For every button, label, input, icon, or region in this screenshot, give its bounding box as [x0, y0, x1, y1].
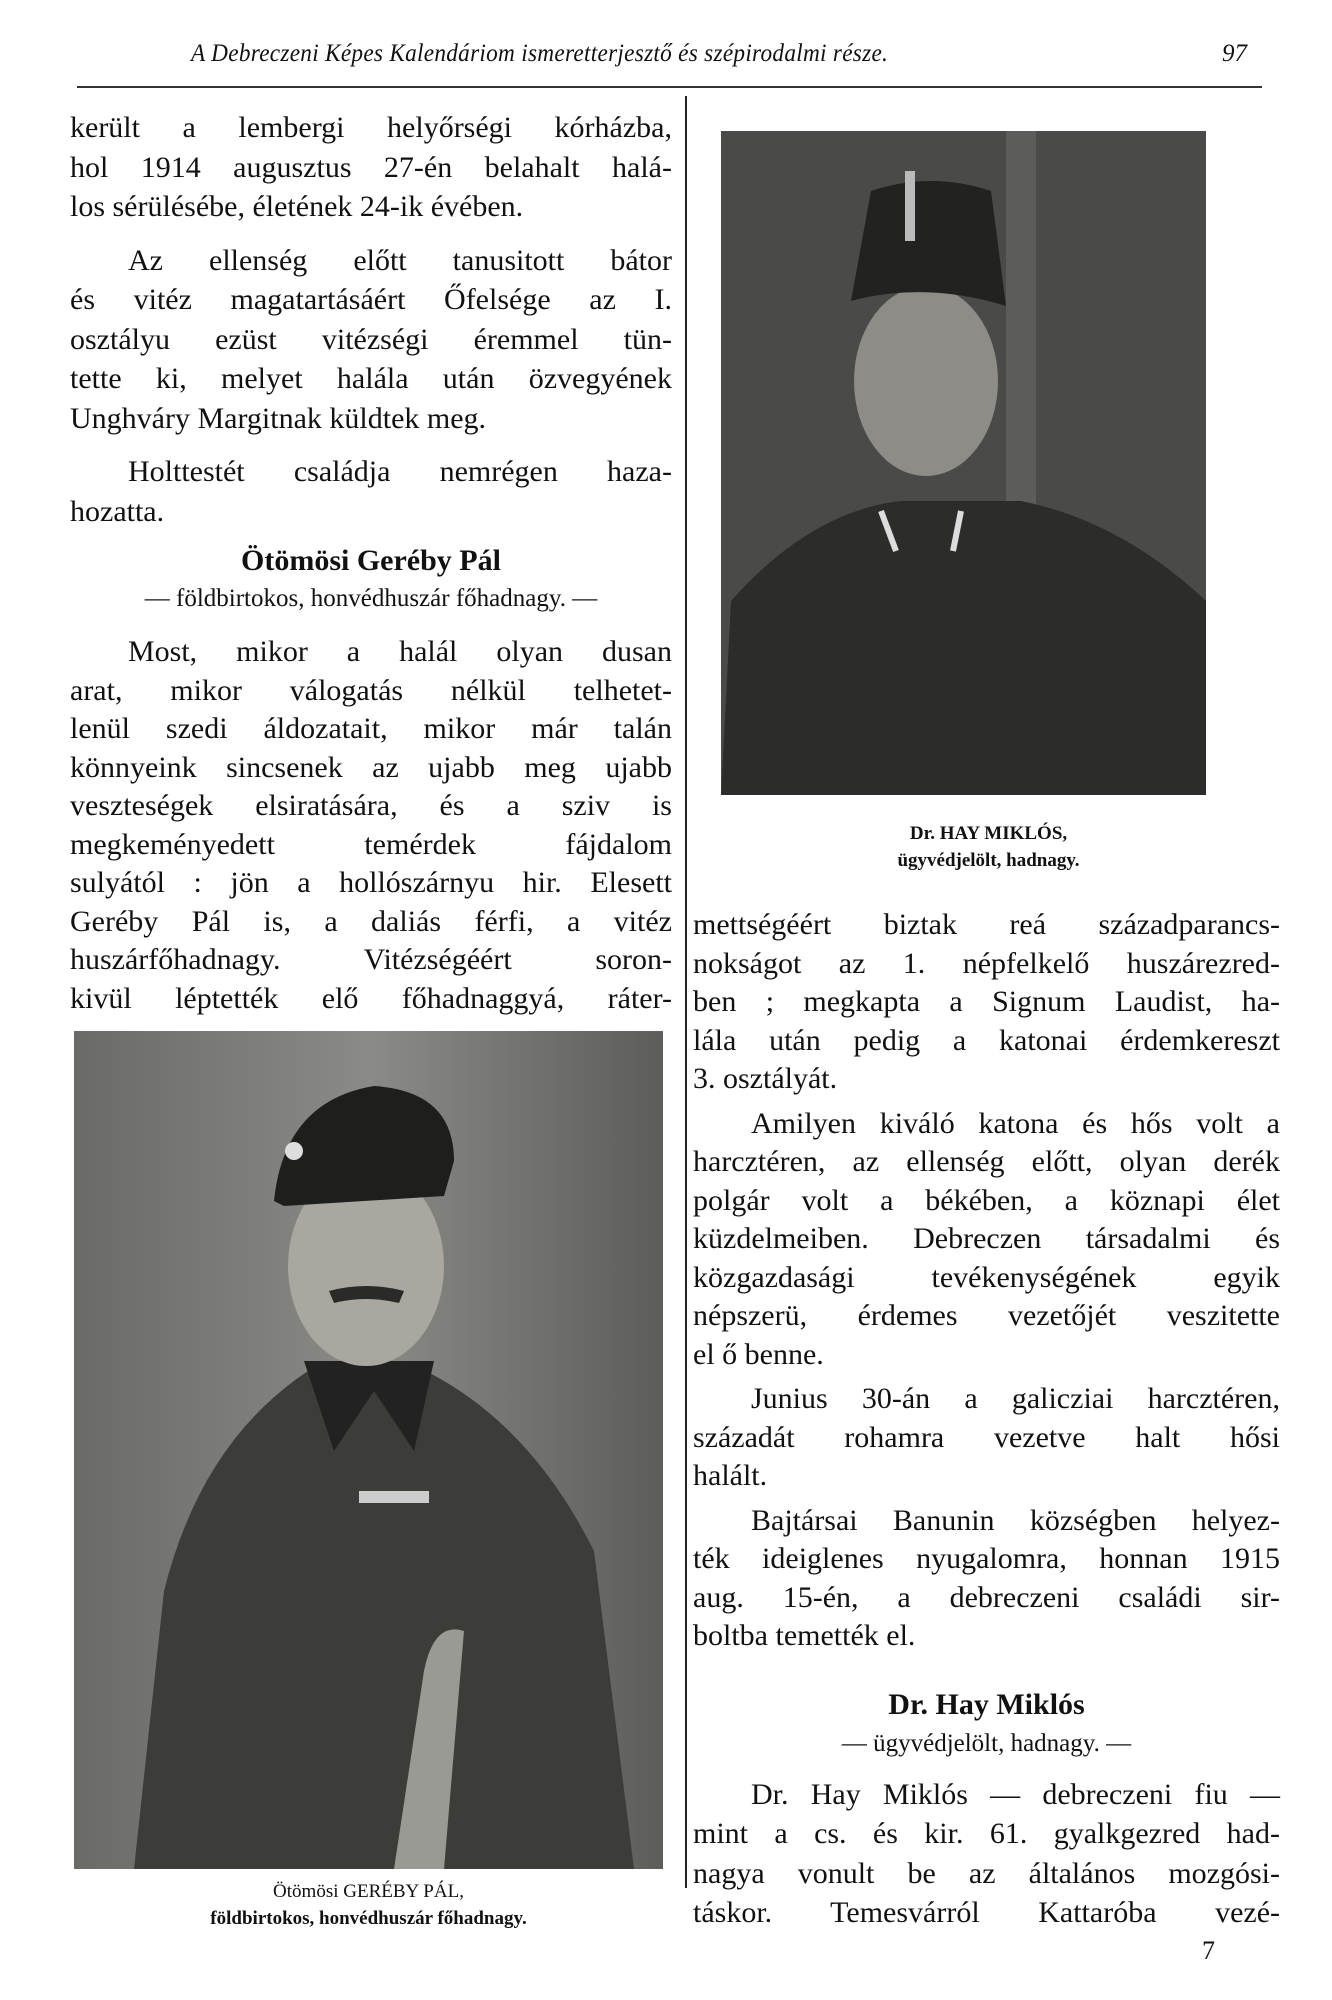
running-head-title: A Debreczeni Képes Kalendáriom ismeretterjesztő és szépirodalmi része.	[191, 40, 889, 67]
left-top-text	[70, 108, 672, 531]
right-body-text	[693, 1775, 1280, 1932]
text-line: halált.	[693, 1459, 768, 1492]
paragraph	[70, 452, 672, 531]
text-line: 3. osztályát.	[693, 1062, 838, 1095]
text-line: lenül szedi áldozatait, mikor már talán	[70, 712, 672, 745]
paragraph	[693, 1775, 1280, 1932]
text-line: tette ki, melyet halála után özvegyének	[70, 362, 672, 395]
text-line: Most, mikor a halál olyan dusan	[128, 635, 672, 668]
photo-caption-hay	[721, 820, 1256, 874]
text-line: ben ; megkapta a Signum Laudist, ha-	[693, 985, 1280, 1018]
paragraph	[693, 1502, 1280, 1656]
caption-name-hay: Dr. HAY MIKLÓS,	[909, 823, 1068, 844]
paragraph	[693, 1105, 1280, 1375]
text-line: táskor. Temesvárról Kattaróba vezé-	[693, 1895, 1280, 1929]
text-line: polgár volt a békében, a köznapi élet	[693, 1183, 1280, 1217]
text-line: Amilyen kiváló katona és hős volt a	[751, 1106, 1280, 1140]
text-line: hozatta.	[70, 494, 165, 528]
text-line: Geréby Pál is, a daliás férfi, a vitéz	[70, 904, 672, 938]
text-line: mettségéért biztak reá századparancs-	[693, 908, 1280, 941]
text-line: hol 1914 augusztus 27-én belahalt halá-	[70, 150, 672, 184]
photo-caption-gereby	[74, 1878, 663, 1932]
text-line: osztályu ezüst vitézségi éremmel tün-	[70, 322, 672, 356]
portrait-photo-gereby	[74, 1031, 663, 1869]
section-title-hay: Dr. Hay Miklós	[888, 1688, 1085, 1721]
left-body-text	[70, 633, 672, 1018]
paragraph	[693, 1380, 1280, 1496]
caption-name-gereby: Ötömösi GERÉBY PÁL,	[273, 1881, 464, 1902]
signature-mark: 7	[1202, 1936, 1215, 1965]
text-line: Junius 30-án a galicziai harcztéren,	[751, 1382, 1280, 1415]
text-line: nagya vonult be az általános mozgósi-	[693, 1856, 1280, 1890]
text-line: Bajtársai Banunin községben helyez-	[751, 1503, 1280, 1537]
portrait-photo-hay	[721, 131, 1206, 795]
text-line: arat, mikor válogatás nélkül telhetet-	[70, 673, 672, 707]
text-line: huszárfőhadnagy. Vitézségéért soron-	[70, 943, 672, 976]
text-line: Dr. Hay Miklós — debreczeni fiu —	[751, 1778, 1280, 1811]
text-line: megkeményedett temérdek fájdalom	[70, 827, 672, 861]
section-title-gereby: Ötömösi Geréby Pál	[241, 544, 501, 577]
text-line: Az ellenség előtt tanusitott bátor	[128, 243, 672, 277]
text-line: Unghváry Margitnak küldtek meg.	[70, 401, 487, 435]
text-line: el ő benne.	[693, 1337, 824, 1371]
section-subtitle-hay: — ügyvédjelölt, hadnagy. —	[841, 1730, 1132, 1757]
column-divider	[685, 96, 687, 1888]
right-top-text	[693, 906, 1280, 1656]
text-line: nokságot az 1. népfelkelő huszárezred-	[693, 946, 1280, 980]
text-line: ték ideiglenes nyugalomra, honnan 1915	[693, 1542, 1280, 1575]
caption-role-gereby: földbirtokos, honvédhuszár főhadnagy.	[210, 1908, 527, 1929]
text-line: népszerü, érdemes vezetőjét veszitette	[693, 1299, 1280, 1332]
text-line: boltba temették el.	[693, 1619, 916, 1652]
section-subtitle-gereby: — földbirtokos, honvédhuszár főhadnagy. —	[144, 585, 598, 612]
text-line: mint a cs. és kir. 61. gyalkgezred had-	[693, 1817, 1280, 1851]
text-line: könnyeink sincsenek az ujabb meg ujabb	[70, 750, 672, 784]
text-line: lála után pedig a katonai érdemkereszt	[693, 1023, 1280, 1057]
text-line: sulyától : jön a hollószárnyu hir. Elesett	[70, 866, 672, 899]
caption-role-hay: ügyvédjelölt, hadnagy.	[897, 850, 1080, 871]
paragraph	[693, 906, 1280, 1099]
text-line: veszteségek elsiratására, és a sziv is	[70, 789, 672, 822]
header-rule	[77, 86, 1262, 88]
text-line: harcztéren, az ellenség előtt, olyan derék	[693, 1145, 1280, 1178]
text-line: Holttestét családja nemrégen haza-	[128, 455, 672, 488]
portrait-hay-image	[721, 131, 1206, 795]
paragraph	[70, 241, 672, 439]
paragraph	[70, 108, 672, 227]
text-line: küzdelmeiben. Debreczen társadalmi és	[693, 1222, 1280, 1255]
text-line: és vitéz magatartásáért Őfelsége az I.	[70, 283, 672, 316]
portrait-gereby-image	[74, 1031, 663, 1869]
text-line: aug. 15-én, a debreczeni családi sir-	[693, 1580, 1280, 1614]
page-number: 97	[1222, 40, 1247, 67]
paragraph	[70, 633, 672, 1018]
text-line: került a lembergi helyőrségi kórházba,	[70, 111, 672, 144]
text-line: századát rohamra vezetve halt hősi	[693, 1420, 1280, 1454]
text-line: közgazdasági tevékenységének egyik	[693, 1260, 1280, 1294]
text-line: los sérülésébe, életének 24-ik évében.	[70, 190, 524, 223]
text-line: kivül léptették elő főhadnaggyá, ráter-	[70, 981, 672, 1015]
